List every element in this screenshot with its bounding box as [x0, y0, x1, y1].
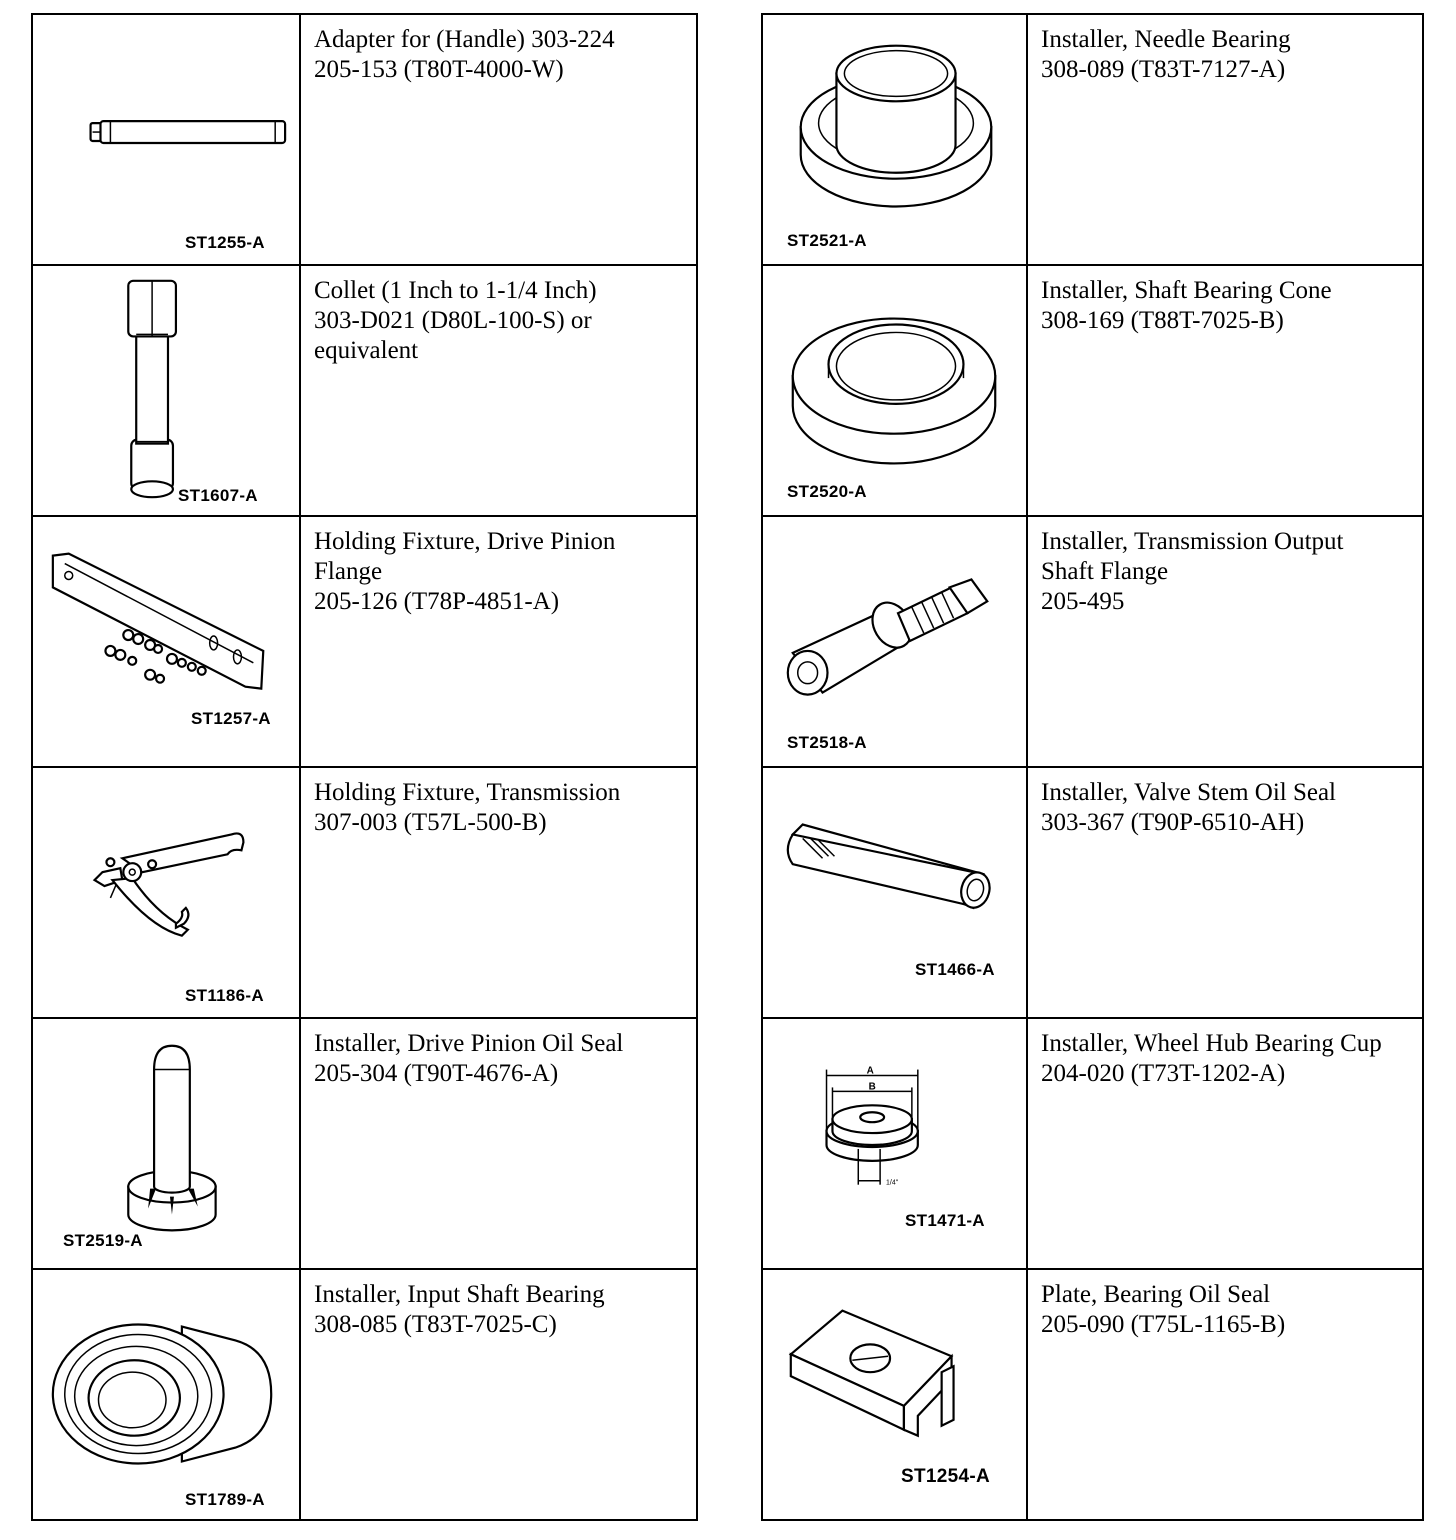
- illustration-cell: [762, 265, 1027, 516]
- description-line: 303-367 (T90P-6510-AH): [1041, 809, 1305, 836]
- description-line: Installer, Transmission Output: [1041, 528, 1344, 555]
- description-line: 205-126 (T78P-4851-A): [314, 588, 560, 615]
- special-tools-table-right: [761, 13, 1424, 1521]
- description-cell: [1027, 516, 1423, 767]
- description-line: 205-495: [1041, 588, 1125, 615]
- description-cell: [300, 14, 697, 265]
- illustration-cell: [32, 14, 300, 265]
- illustration-code: ST1255-A: [185, 233, 265, 252]
- illustration-code: ST1471-A: [905, 1211, 985, 1230]
- tool-row: [762, 767, 1423, 1018]
- illustration-code: ST1466-A: [915, 960, 995, 979]
- tool-row: [762, 1018, 1423, 1269]
- description-line: Installer, Needle Bearing: [1041, 26, 1291, 53]
- description-line: 307-003 (T57L-500-B): [314, 809, 547, 836]
- tool-row: [32, 767, 697, 1018]
- description-line: 308-089 (T83T-7127-A): [1041, 56, 1286, 83]
- description-cell: [1027, 265, 1423, 516]
- illustration-cell: [762, 14, 1027, 265]
- description-cell: [300, 767, 697, 1018]
- illustration-cell: [762, 767, 1027, 1018]
- illustration-cell: [32, 1269, 300, 1520]
- illustration-cell: [32, 1018, 300, 1269]
- dimension-label: 1/4": [886, 1179, 899, 1187]
- illustration-code: ST1607-A: [178, 486, 258, 505]
- description-cell: [1027, 767, 1423, 1018]
- bearing-cone-installer-icon: [763, 266, 1026, 515]
- tool-row: [32, 1269, 697, 1520]
- handle-adapter-icon: [33, 15, 299, 264]
- description-cell: [300, 1269, 697, 1520]
- collet-icon: [33, 266, 299, 515]
- description-cell: [300, 265, 697, 516]
- description-cell: [300, 1018, 697, 1269]
- description-cell: [1027, 1018, 1423, 1269]
- description-line: Installer, Wheel Hub Bearing Cup: [1041, 1030, 1382, 1057]
- dimension-label: B: [868, 1081, 876, 1093]
- description-line: Collet (1 Inch to 1-1/4 Inch): [314, 277, 597, 304]
- illustration-code: ST1257-A: [191, 709, 271, 728]
- illustration-code: ST1186-A: [185, 986, 264, 1005]
- description-line: Installer, Valve Stem Oil Seal: [1041, 779, 1337, 806]
- illustration-cell: [32, 265, 300, 516]
- tool-row: [32, 1018, 697, 1269]
- description-line: 308-085 (T83T-7025-C): [314, 1311, 557, 1338]
- illustration-cell: [32, 516, 300, 767]
- illustration-code: ST2521-A: [787, 231, 867, 250]
- description-line: Shaft Flange: [1041, 558, 1169, 585]
- description-line: Plate, Bearing Oil Seal: [1041, 1281, 1271, 1308]
- illustration-code: ST2520-A: [787, 482, 867, 501]
- tool-row: [32, 14, 697, 265]
- needle-bearing-installer-icon: [763, 15, 1026, 264]
- tool-row: [762, 14, 1423, 265]
- tool-row: [762, 265, 1423, 516]
- description-line: Installer, Drive Pinion Oil Seal: [314, 1030, 624, 1057]
- hub-cup-installer-icon: [763, 1019, 1026, 1268]
- description-line: 308-169 (T88T-7025-B): [1041, 307, 1284, 334]
- description-line: 205-090 (T75L-1165-B): [1041, 1311, 1286, 1338]
- holding-fixture-transmission-icon: [33, 768, 299, 1017]
- illustration-cell: [762, 516, 1027, 767]
- description-line: Installer, Input Shaft Bearing: [314, 1281, 605, 1308]
- description-line: Installer, Shaft Bearing Cone: [1041, 277, 1332, 304]
- tool-row: [762, 1269, 1423, 1520]
- illustration-code: ST2518-A: [787, 733, 867, 752]
- description-line: Adapter for (Handle) 303-224: [314, 26, 615, 53]
- tool-row: [32, 265, 697, 516]
- description-line: 303-D021 (D80L-100-S) or: [314, 307, 592, 334]
- illustration-cell: [762, 1269, 1027, 1520]
- description-line: equivalent: [314, 337, 419, 364]
- dimension-label: A: [866, 1065, 874, 1077]
- description-line: Flange: [314, 558, 383, 585]
- description-line: 205-304 (T90T-4676-A): [314, 1060, 559, 1087]
- description-line: 204-020 (T73T-1202-A): [1041, 1060, 1286, 1087]
- special-tools-table-left: [31, 13, 698, 1521]
- description-cell: [1027, 14, 1423, 265]
- illustration-cell: [762, 1018, 1027, 1269]
- output-flange-installer-icon: [763, 517, 1026, 766]
- illustration-cell: [32, 767, 300, 1018]
- description-line: Holding Fixture, Transmission: [314, 779, 621, 806]
- description-cell: [300, 516, 697, 767]
- illustration-code: ST1789-A: [185, 1490, 265, 1509]
- illustration-code: ST1254-A: [901, 1466, 990, 1487]
- input-shaft-installer-icon: [33, 1270, 299, 1519]
- tool-row: [32, 516, 697, 767]
- description-line: 205-153 (T80T-4000-W): [314, 56, 564, 83]
- description-line: Holding Fixture, Drive Pinion: [314, 528, 616, 555]
- tool-row: [762, 516, 1423, 767]
- illustration-code: ST2519-A: [63, 1231, 143, 1250]
- description-cell: [1027, 1269, 1423, 1520]
